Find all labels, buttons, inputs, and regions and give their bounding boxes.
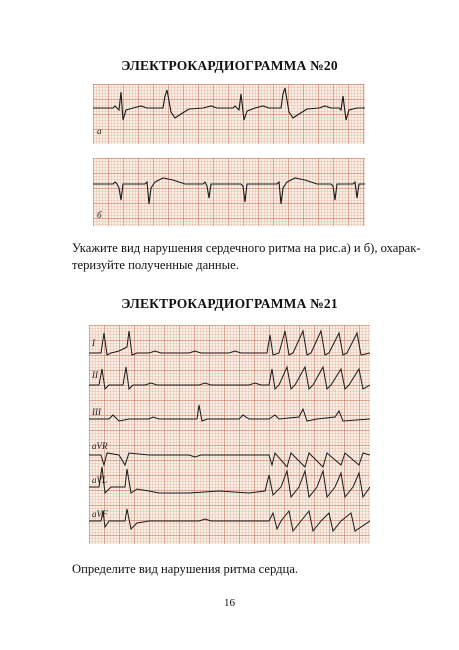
lead-label-II: II [92, 370, 98, 380]
ecg20-title: ЭЛЕКТРОКАРДИОГРАММА №20 [121, 58, 338, 73]
lead-II-trace [89, 367, 370, 389]
strip-b-label: б [97, 210, 102, 220]
ecg20-task-line1: Укажите вид нарушения сердечного ритма на рис.а) и б), охарак- [72, 241, 421, 255]
ecg21-task: Определите вид нарушения ритма сердца. [72, 562, 299, 576]
lead-aVR-trace [89, 453, 370, 467]
ecg20-strip-b [93, 158, 365, 226]
ecg20-task-line2: теризуйте полученные данные. [72, 258, 239, 272]
lead-aVF-trace [89, 509, 370, 531]
ecg20-task [72, 240, 421, 274]
lead-label-aVR: aVR [92, 441, 108, 451]
ecg21-strip [89, 325, 370, 544]
lead-label-I: I [92, 338, 95, 348]
ecg20-strip-b-trace [93, 158, 365, 226]
ecg20-strip-a [93, 84, 365, 144]
lead-label-aVL: aVL [92, 475, 108, 485]
strip-a-label: а [97, 126, 102, 136]
lead-label-III: III [92, 407, 101, 417]
ecg21-traces [89, 325, 370, 544]
lead-III-trace [89, 405, 370, 421]
page-number: 16 [224, 597, 235, 609]
lead-aVL-trace [89, 467, 370, 497]
ecg20-strip-a-trace [93, 84, 365, 144]
ecg21-title: ЭЛЕКТРОКАРДИОГРАММА №21 [121, 296, 338, 311]
lead-I-trace [89, 331, 370, 355]
lead-label-aVF: aVF [92, 509, 108, 519]
